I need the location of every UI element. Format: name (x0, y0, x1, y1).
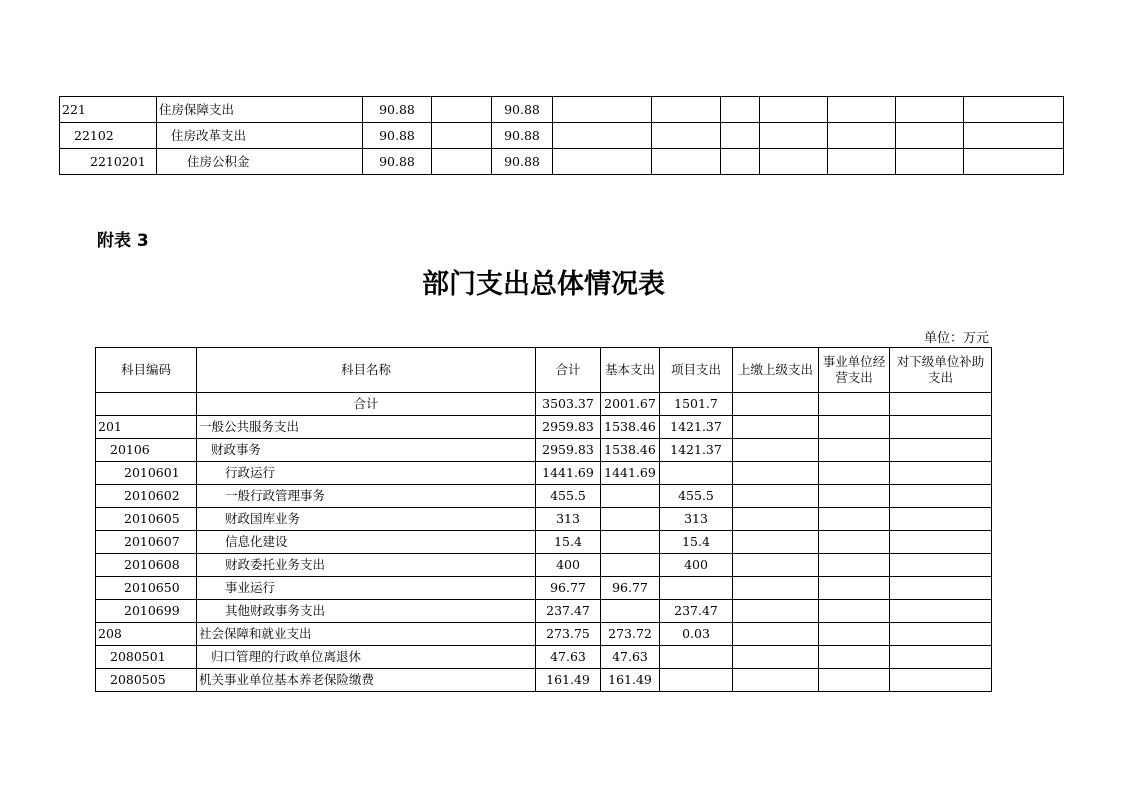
subject-code: 208 (96, 623, 197, 646)
project-value: 90.88 (492, 123, 553, 149)
basic-value (432, 123, 492, 149)
sum-row (96, 393, 992, 416)
table-row (96, 577, 992, 600)
total-value: 47.63 (536, 646, 601, 669)
subject-name: 其他财政事务支出 (197, 600, 536, 623)
header-total: 合计 (536, 348, 601, 393)
header-upper: 上缴上级支出 (733, 348, 819, 393)
subject-code: 201 (96, 416, 197, 439)
subject-name: 住房保障支出 (157, 97, 363, 123)
table-row (60, 149, 1064, 175)
table-row (96, 600, 992, 623)
table-row (96, 669, 992, 692)
table-row (96, 623, 992, 646)
basic-value: 161.49 (601, 669, 660, 692)
basic-value: 47.63 (601, 646, 660, 669)
basic-value: 2001.67 (601, 393, 660, 416)
total-value: 313 (536, 508, 601, 531)
basic-value (601, 554, 660, 577)
project-value (660, 646, 733, 669)
table-row (60, 97, 1064, 123)
basic-value (601, 600, 660, 623)
basic-value: 1441.69 (601, 462, 660, 485)
project-value: 237.47 (660, 600, 733, 623)
header-lower: 对下级单位补助支出 (890, 348, 992, 393)
header-business: 事业单位经营支出 (819, 348, 890, 393)
header-code: 科目编码 (96, 348, 197, 393)
continued-expenditure-table (59, 96, 1064, 175)
basic-value (601, 531, 660, 554)
table-row (96, 462, 992, 485)
subject-code: 2010650 (96, 577, 197, 600)
header-project: 项目支出 (660, 348, 733, 393)
basic-value: 1538.46 (601, 439, 660, 462)
total-value: 90.88 (363, 149, 432, 175)
subject-name: 归口管理的行政单位离退休 (197, 646, 536, 669)
subject-name: 财政国库业务 (197, 508, 536, 531)
subject-code: 2210201 (60, 149, 157, 175)
subject-name: 住房改革支出 (157, 123, 363, 149)
header-name: 科目名称 (197, 348, 536, 393)
sum-label: 合计 (197, 393, 536, 416)
table-row (60, 123, 1064, 149)
table-row (96, 439, 992, 462)
total-value: 455.5 (536, 485, 601, 508)
subject-name: 社会保障和就业支出 (197, 623, 536, 646)
total-value: 2959.83 (536, 416, 601, 439)
subject-code: 2080501 (96, 646, 197, 669)
total-value: 96.77 (536, 577, 601, 600)
total-value: 15.4 (536, 531, 601, 554)
subject-code: 22102 (60, 123, 157, 149)
project-value: 90.88 (492, 149, 553, 175)
basic-value: 1538.46 (601, 416, 660, 439)
subject-name: 信息化建设 (197, 531, 536, 554)
project-value: 313 (660, 508, 733, 531)
subject-code: 2010605 (96, 508, 197, 531)
basic-value (601, 508, 660, 531)
table-row (96, 531, 992, 554)
project-value (660, 669, 733, 692)
basic-value: 96.77 (601, 577, 660, 600)
subject-code: 2010607 (96, 531, 197, 554)
project-value: 455.5 (660, 485, 733, 508)
unit-label: 单位：万元 (923, 331, 989, 346)
page-title: 部门支出总体情况表 (422, 269, 665, 300)
subject-name: 事业运行 (197, 577, 536, 600)
table-row (96, 508, 992, 531)
subject-name: 住房公积金 (157, 149, 363, 175)
total-value: 273.75 (536, 623, 601, 646)
subject-code: 2010699 (96, 600, 197, 623)
project-value: 15.4 (660, 531, 733, 554)
subject-name: 财政事务 (197, 439, 536, 462)
basic-value (432, 149, 492, 175)
total-value: 1441.69 (536, 462, 601, 485)
project-value: 1501.7 (660, 393, 733, 416)
total-value: 2959.83 (536, 439, 601, 462)
project-value: 90.88 (492, 97, 553, 123)
table-row (96, 554, 992, 577)
department-expenditure-table (95, 347, 992, 692)
subject-name: 行政运行 (197, 462, 536, 485)
total-value: 3503.37 (536, 393, 601, 416)
total-value: 400 (536, 554, 601, 577)
subject-name: 机关事业单位基本养老保险缴费 (197, 669, 536, 692)
subject-name: 一般公共服务支出 (197, 416, 536, 439)
project-value: 1421.37 (660, 439, 733, 462)
subject-code: 2010608 (96, 554, 197, 577)
subject-code: 20106 (96, 439, 197, 462)
project-value: 0.03 (660, 623, 733, 646)
basic-value: 273.72 (601, 623, 660, 646)
table-row (96, 646, 992, 669)
table-header-row (96, 348, 992, 393)
table-row (96, 416, 992, 439)
subject-code: 221 (60, 97, 157, 123)
project-value (660, 577, 733, 600)
total-value: 161.49 (536, 669, 601, 692)
header-basic: 基本支出 (601, 348, 660, 393)
subject-code: 2010601 (96, 462, 197, 485)
table-row (96, 485, 992, 508)
project-value (660, 462, 733, 485)
subject-code: 2080505 (96, 669, 197, 692)
project-value: 1421.37 (660, 416, 733, 439)
basic-value (601, 485, 660, 508)
total-value: 90.88 (363, 97, 432, 123)
attachment-label: 附表 3 (97, 231, 149, 251)
basic-value (432, 97, 492, 123)
subject-name: 一般行政管理事务 (197, 485, 536, 508)
subject-name: 财政委托业务支出 (197, 554, 536, 577)
subject-code: 2010602 (96, 485, 197, 508)
total-value: 237.47 (536, 600, 601, 623)
total-value: 90.88 (363, 123, 432, 149)
project-value: 400 (660, 554, 733, 577)
